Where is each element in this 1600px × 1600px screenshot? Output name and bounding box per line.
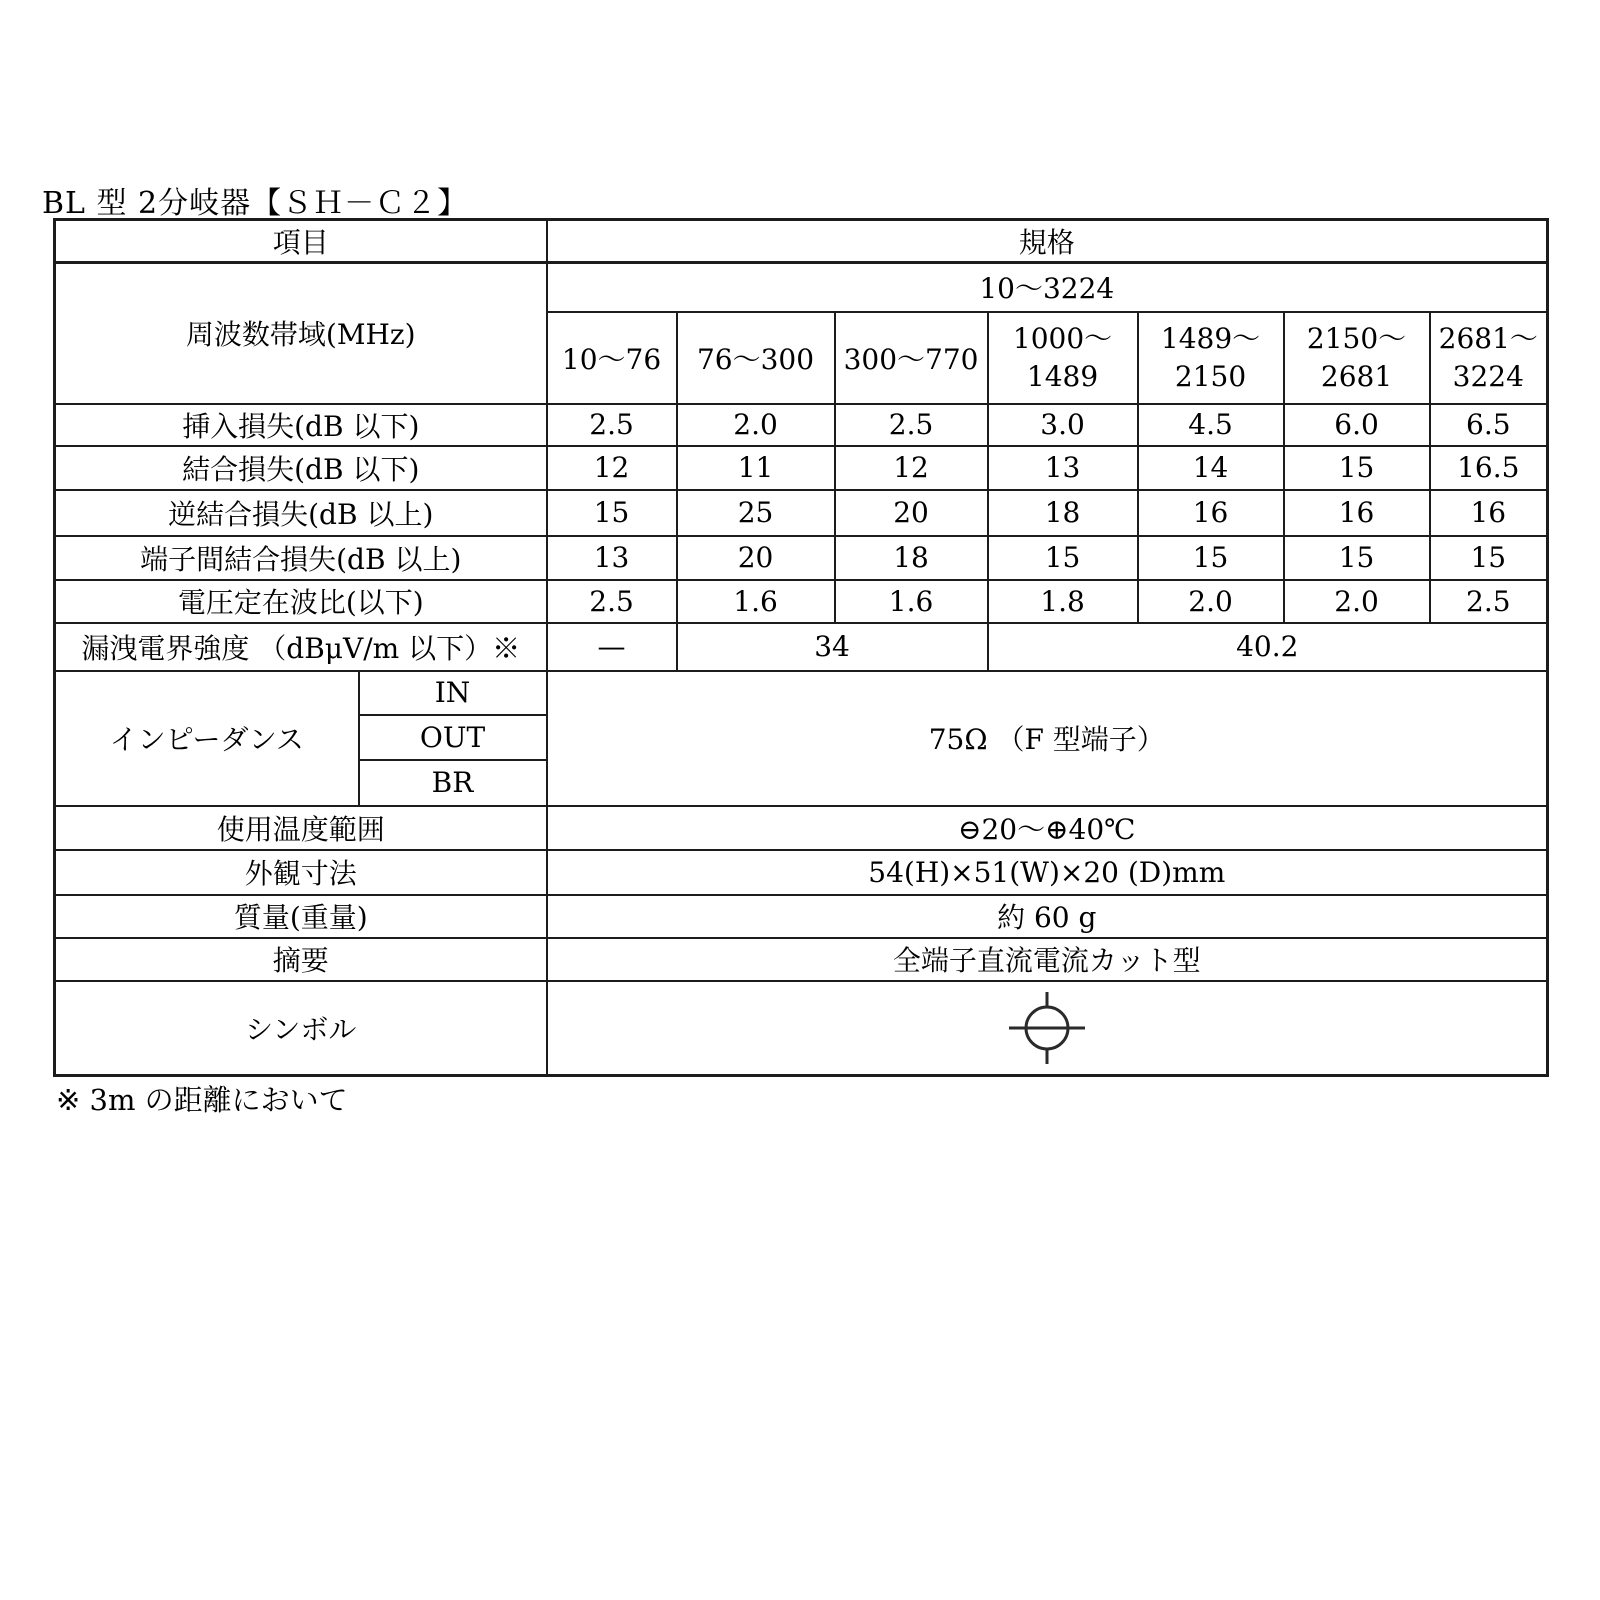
leakage-band2-3-cell: 34	[677, 623, 988, 671]
band-cell: 300〜770	[835, 312, 988, 404]
value-cell: 12	[547, 446, 677, 490]
value-cell: 2.0	[1284, 580, 1430, 623]
band-cell	[1430, 312, 1548, 404]
value-cell: 1.6	[835, 580, 988, 623]
band-line2: 2150	[1174, 359, 1247, 393]
value-cell: 11	[677, 446, 835, 490]
value-cell: 4.5	[1138, 404, 1284, 446]
impedance-port-in: IN	[359, 671, 547, 715]
value-cell: 16	[1284, 490, 1430, 536]
value-cell: 16	[1430, 490, 1548, 536]
frequency-band-label: 周波数帯域(MHz)	[55, 263, 547, 404]
remarks-row	[55, 938, 1548, 981]
value-cell: 15	[1284, 446, 1430, 490]
value-cell: 2.5	[835, 404, 988, 446]
value-cell: 2.5	[547, 404, 677, 446]
value-cell: 15	[1284, 536, 1430, 580]
value-cell: 2.0	[1138, 580, 1284, 623]
value-cell: 20	[835, 490, 988, 536]
value-cell: 3.0	[988, 404, 1138, 446]
leakage-band4-7-cell: 40.2	[988, 623, 1548, 671]
dimensions-row	[55, 850, 1548, 895]
band-line1: 2150〜	[1306, 321, 1407, 355]
mass-row	[55, 895, 1548, 938]
row-label: 電圧定在波比(以下)	[55, 580, 547, 623]
impedance-port-out: OUT	[359, 715, 547, 760]
row-label: 端子間結合損失(dB 以上)	[55, 536, 547, 580]
row-label: 漏洩電界強度 （dBμV/m 以下）※	[55, 623, 547, 671]
branch-tap-symbol-icon	[1007, 1009, 1087, 1042]
leakage-row	[55, 623, 1548, 671]
row-label: 使用温度範囲	[55, 806, 547, 850]
value-cell: 6.0	[1284, 404, 1430, 446]
spec-table	[53, 218, 1549, 1077]
header-item-cell: 項目	[55, 220, 547, 263]
impedance-value-cell: 75Ω （F 型端子）	[547, 671, 1548, 806]
band-cell	[988, 312, 1138, 404]
value-cell: 16.5	[1430, 446, 1548, 490]
band-line2: 3224	[1452, 359, 1524, 393]
table-header-row	[55, 220, 1548, 263]
row-label: 外観寸法	[55, 850, 547, 895]
impedance-port-br: BR	[359, 760, 547, 806]
band-line2: 2681	[1320, 359, 1393, 393]
value-cell: 2.5	[547, 580, 677, 623]
symbol-row	[55, 981, 1548, 1076]
band-line1: 1489〜	[1160, 321, 1261, 355]
frequency-overall-range: 10〜3224	[547, 263, 1548, 312]
band-line2: 1489	[1026, 359, 1099, 393]
row-label: 逆結合損失(dB 以上)	[55, 490, 547, 536]
coupling-loss-row	[55, 446, 1548, 490]
value-cell: 18	[988, 490, 1138, 536]
vswr-row	[55, 580, 1548, 623]
band-line1: 2681〜	[1438, 321, 1538, 355]
value-cell: 16	[1138, 490, 1284, 536]
reverse-coupling-loss-row	[55, 490, 1548, 536]
value-cell: 15	[1430, 536, 1548, 580]
header-spec-cell: 規格	[547, 220, 1548, 263]
band-cell	[1284, 312, 1430, 404]
page-title: BL 型 2分岐器【ＳＨ－Ｃ２】	[42, 186, 469, 221]
value-cell: 2.5	[1430, 580, 1548, 623]
row-label: 挿入損失(dB 以下)	[55, 404, 547, 446]
row-label: 質量(重量)	[55, 895, 547, 938]
band-line1: 1000〜	[1012, 321, 1113, 355]
band-cell: 10〜76	[547, 312, 677, 404]
value-cell: 1.8	[988, 580, 1138, 623]
band-cell: 76〜300	[677, 312, 835, 404]
insertion-loss-row	[55, 404, 1548, 446]
value-cell: 13	[547, 536, 677, 580]
remarks-value-cell: 全端子直流電流カット型	[547, 938, 1548, 981]
value-cell: 2.0	[677, 404, 835, 446]
leakage-band1-cell: —	[547, 623, 677, 671]
symbol-value-cell	[547, 981, 1548, 1076]
row-label: 摘要	[55, 938, 547, 981]
value-cell: 12	[835, 446, 988, 490]
row-label: シンボル	[55, 981, 547, 1076]
dimensions-value-cell: 54(H)×51(W)×20 (D)mm	[547, 850, 1548, 895]
frequency-overall-row	[55, 263, 1548, 312]
value-cell: 13	[988, 446, 1138, 490]
value-cell: 15	[1138, 536, 1284, 580]
impedance-label: インピーダンス	[55, 671, 359, 806]
footnote: ※ 3m の距離において	[56, 1083, 348, 1117]
value-cell: 15	[547, 490, 677, 536]
temperature-value-cell: ⊖20〜⊕40℃	[547, 806, 1548, 850]
terminal-coupling-loss-row	[55, 536, 1548, 580]
value-cell: 18	[835, 536, 988, 580]
band-cell	[1138, 312, 1284, 404]
row-label: 結合損失(dB 以下)	[55, 446, 547, 490]
value-cell: 25	[677, 490, 835, 536]
value-cell: 6.5	[1430, 404, 1548, 446]
temperature-row	[55, 806, 1548, 850]
value-cell: 15	[988, 536, 1138, 580]
value-cell: 20	[677, 536, 835, 580]
impedance-in-row	[55, 671, 1548, 715]
mass-value-cell: 約 60 g	[547, 895, 1548, 938]
value-cell: 14	[1138, 446, 1284, 490]
value-cell: 1.6	[677, 580, 835, 623]
